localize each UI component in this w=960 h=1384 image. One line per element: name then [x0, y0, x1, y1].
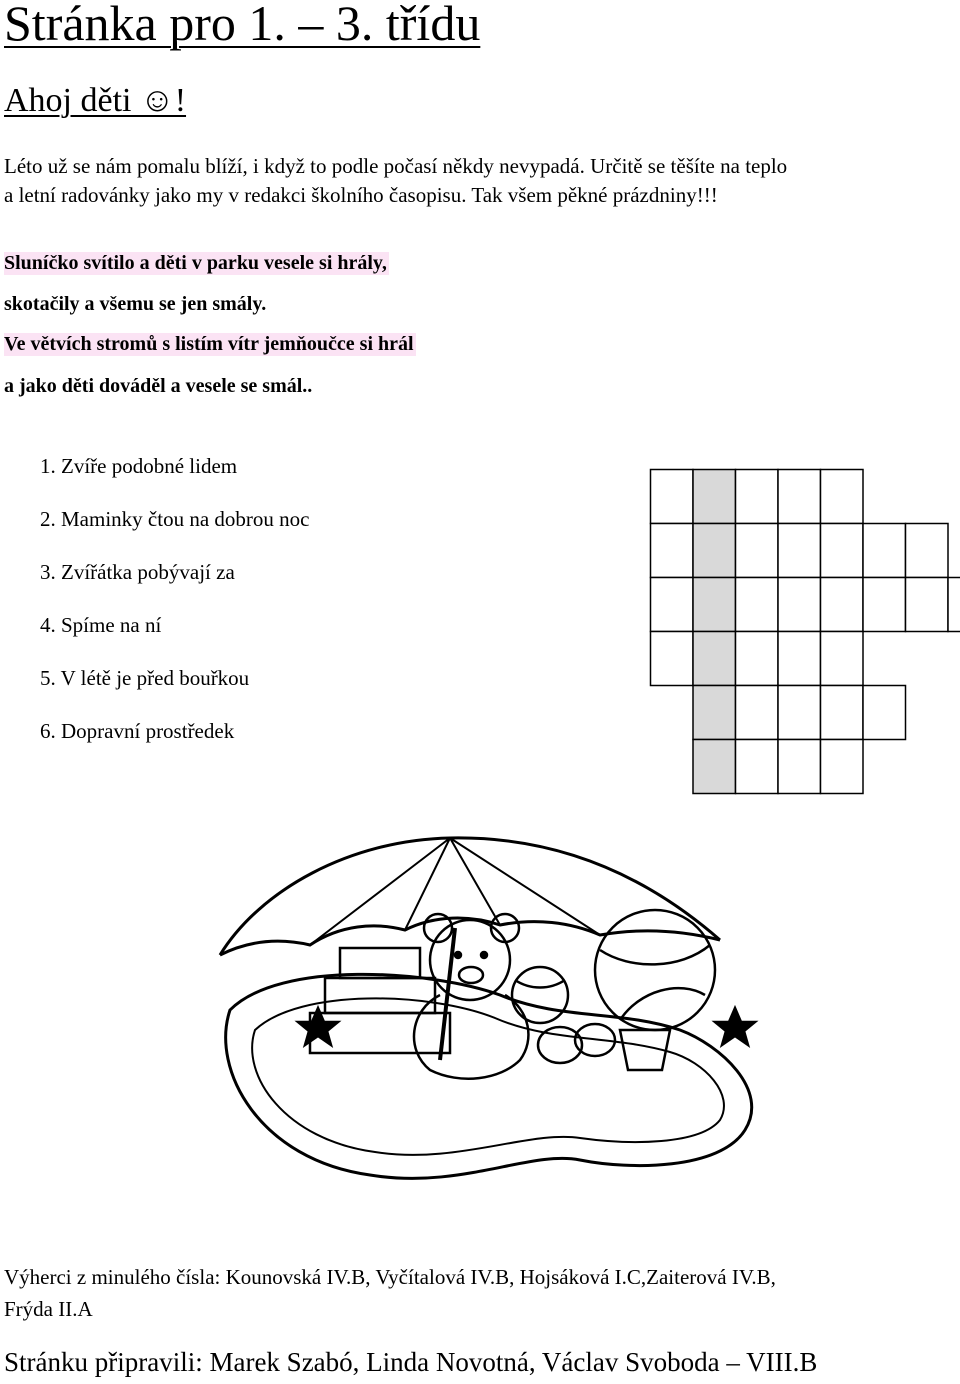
clue-number: 1.: [40, 454, 56, 478]
clue-text: Zvířátka pobývají za: [61, 560, 235, 584]
crossword-cell[interactable]: [863, 686, 906, 740]
greeting: Ahoj děti ☺!: [4, 82, 187, 119]
crossword-cell[interactable]: [778, 578, 821, 632]
crossword-clue-6: [40, 719, 234, 744]
crossword-solution-cell[interactable]: [693, 578, 736, 632]
crossword-cell[interactable]: [821, 686, 864, 740]
crossword-cell[interactable]: [651, 578, 694, 632]
credits: Stránku připravili: Marek Szabó, Linda Novotná, Václav Svoboda – VIII.B: [4, 1347, 818, 1377]
crossword-cell[interactable]: [778, 686, 821, 740]
crossword-solution-cell[interactable]: [693, 740, 736, 794]
crossword-cell[interactable]: [821, 578, 864, 632]
clue-text: Dopravní prostředek: [61, 719, 235, 743]
crossword-cell[interactable]: [821, 740, 864, 794]
poem-line-4: a jako děti dováděl a vesele se smál..: [4, 375, 313, 397]
crossword-clue-5: [40, 666, 249, 691]
crossword-solution-cell[interactable]: [693, 686, 736, 740]
crossword-cell[interactable]: [651, 470, 694, 524]
crossword-cell[interactable]: [651, 524, 694, 578]
clue-number: 4.: [40, 613, 56, 637]
crossword-clue-2: [40, 507, 309, 532]
crossword-clue-4: [40, 613, 161, 638]
crossword-cell[interactable]: [948, 578, 960, 632]
winners-line-2: Frýda II.A: [4, 1297, 93, 1321]
crossword-cell[interactable]: [778, 632, 821, 686]
clue-number: 2.: [40, 507, 56, 531]
clue-number: 6.: [40, 719, 56, 743]
clue-text: Spíme na ní: [61, 613, 162, 637]
crossword-cell[interactable]: [736, 470, 779, 524]
crossword-cell[interactable]: [778, 524, 821, 578]
page-title: Stránka pro 1. – 3. třídu: [4, 0, 481, 51]
crossword-cell[interactable]: [906, 578, 949, 632]
crossword-cell[interactable]: [736, 632, 779, 686]
crossword-cell[interactable]: [821, 470, 864, 524]
crossword-cell[interactable]: [906, 524, 949, 578]
poem-line-1: Sluníčko svítilo a děti v parku vesele si hrály,: [4, 252, 387, 274]
poem-line-3: Ve větvích stromů s listím vítr jemňoučce si hrál: [4, 333, 414, 355]
clue-number: 3.: [40, 560, 56, 584]
crossword-cell[interactable]: [863, 578, 906, 632]
crossword-cell[interactable]: [736, 578, 779, 632]
crossword-cell[interactable]: [736, 740, 779, 794]
beach-illustration: [200, 830, 760, 1230]
clue-text: Maminky čtou na dobrou noc: [61, 507, 310, 531]
crossword-cell[interactable]: [821, 524, 864, 578]
poem-line-2: skotačily a všemu se jen smály.: [4, 293, 267, 315]
crossword-cell[interactable]: [778, 470, 821, 524]
intro-line-2: a letní radovánky jako my v redakci školního časopisu. Tak všem pěkné prázdniny!!!: [4, 183, 718, 207]
clue-text: V létě je před bouřkou: [60, 666, 250, 690]
crossword-clue-3: [40, 560, 235, 585]
crossword-clue-1: [40, 454, 237, 479]
crossword-solution-cell[interactable]: [693, 524, 736, 578]
crossword-cell[interactable]: [821, 632, 864, 686]
crossword-cell[interactable]: [736, 524, 779, 578]
crossword-cell[interactable]: [736, 686, 779, 740]
crossword-solution-cell[interactable]: [693, 470, 736, 524]
crossword-cell[interactable]: [863, 524, 906, 578]
crossword-cell[interactable]: [651, 632, 694, 686]
crossword-cell[interactable]: [778, 740, 821, 794]
clue-number: 5.: [40, 666, 56, 690]
intro-line-1: Léto už se nám pomalu blíží, i když to podle počasí někdy nevypadá. Určitě se těšíte na teplo: [4, 154, 788, 178]
crossword-solution-cell[interactable]: [693, 632, 736, 686]
clue-text: Zvíře podobné lidem: [61, 454, 238, 478]
winners-line-1: Výherci z minulého čísla: Kounovská IV.B, Vyčítalová IV.B, Hojsáková I.C,Zaiterová IV.B,: [4, 1265, 776, 1289]
